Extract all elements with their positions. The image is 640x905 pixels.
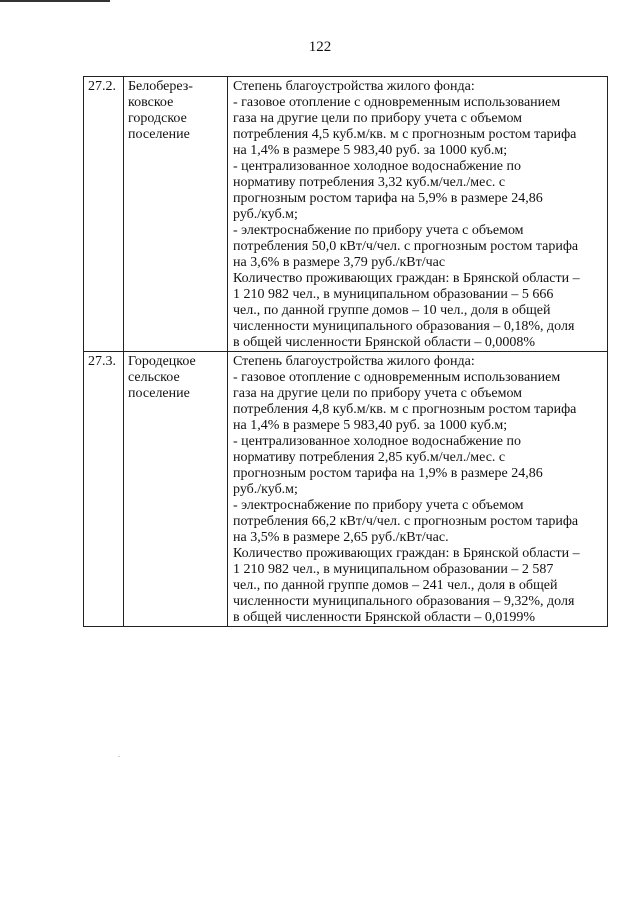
description-line: в общей численности Брянской области – 0,0199% [233, 610, 536, 625]
description-line: нормативу потребления 3,32 куб.м/чел./мес. с [233, 175, 506, 190]
description-line: прогнозным ростом тарифа на 1,9% в размере 24,86 [233, 466, 543, 481]
description-line: численности муниципального образования – 0,18%, доля [233, 319, 575, 334]
description-line: на 1,4% в размере 5 983,40 руб. за 1000 куб.м; [233, 143, 508, 158]
settlement-name-line: поселение [128, 386, 190, 401]
description-line: газа на другие цели по прибору учета с объемом [233, 386, 523, 401]
settlement-name-line: Белоберез- [128, 79, 193, 94]
settlement-name [124, 352, 228, 627]
description-line: - газовое отопление с одновременным использованием [233, 370, 561, 385]
description-line: газа на другие цели по прибору учета с объемом [233, 111, 523, 126]
description-line: - электроснабжение по прибору учета с объемом [233, 223, 524, 238]
row-number: 27.3. [84, 352, 124, 627]
description-line: руб./куб.м; [233, 482, 298, 497]
description-line: потребления 50,0 кВт/ч/чел. с прогнозным ростом тарифа [233, 239, 579, 254]
row-number: 27.2. [84, 77, 124, 352]
description-line: численности муниципального образования – 9,32%, доля [233, 594, 575, 609]
table-row [84, 77, 608, 352]
settlement-name-line: Городецкое [128, 354, 196, 369]
description-line: нормативу потребления 2,85 куб.м/чел./мес. с [233, 450, 506, 465]
settlement-name-line: городское [128, 111, 187, 126]
description-line: на 3,5% в размере 2,65 руб./кВт/час. [233, 530, 449, 545]
top-rule [0, 0, 110, 2]
description-line: - централизованное холодное водоснабжение по [233, 434, 521, 449]
description-line: 1 210 982 чел., в муниципальном образовании – 5 666 [233, 287, 554, 302]
table-row [84, 352, 608, 627]
description-line: Степень благоустройства жилого фонда: [233, 79, 475, 94]
description-line: чел., по данной группе домов – 241 чел., доля в общей [233, 578, 558, 593]
settlement-name-line: поселение [128, 127, 190, 142]
tariff-table [83, 76, 608, 627]
description-line: - централизованное холодное водоснабжение по [233, 159, 521, 174]
description-line: Степень благоустройства жилого фонда: [233, 354, 475, 369]
description-line: в общей численности Брянской области – 0,0008% [233, 335, 536, 350]
description-cell [228, 77, 608, 352]
description-line: прогнозным ростом тарифа на 5,9% в размере 24,86 [233, 191, 543, 206]
description-line: 1 210 982 чел., в муниципальном образовании – 2 587 [233, 562, 554, 577]
settlement-name [124, 77, 228, 352]
description-line: потребления 4,8 куб.м/кв. м с прогнозным ростом тарифа [233, 402, 577, 417]
description-line: руб./куб.м; [233, 207, 298, 222]
description-cell [228, 352, 608, 627]
settlement-name-line: сельское [128, 370, 180, 385]
description-line: - газовое отопление с одновременным использованием [233, 95, 561, 110]
settlement-name-line: ковское [128, 95, 174, 110]
description-line: Количество проживающих граждан: в Брянской области – [233, 271, 580, 286]
description-line: Количество проживающих граждан: в Брянской области – [233, 546, 580, 561]
description-line: потребления 4,5 куб.м/кв. м с прогнозным ростом тарифа [233, 127, 577, 142]
description-line: чел., по данной группе домов – 10 чел., доля в общей [233, 303, 551, 318]
description-line: на 1,4% в размере 5 983,40 руб. за 1000 куб.м; [233, 418, 508, 433]
description-line: - электроснабжение по прибору учета с объемом [233, 498, 524, 513]
page-number: 122 [308, 39, 332, 55]
description-line: потребления 66,2 кВт/ч/чел. с прогнозным ростом тарифа [233, 514, 579, 529]
description-line: на 3,6% в размере 3,79 руб./кВт/час [233, 255, 446, 270]
scan-dot: . [118, 750, 120, 759]
